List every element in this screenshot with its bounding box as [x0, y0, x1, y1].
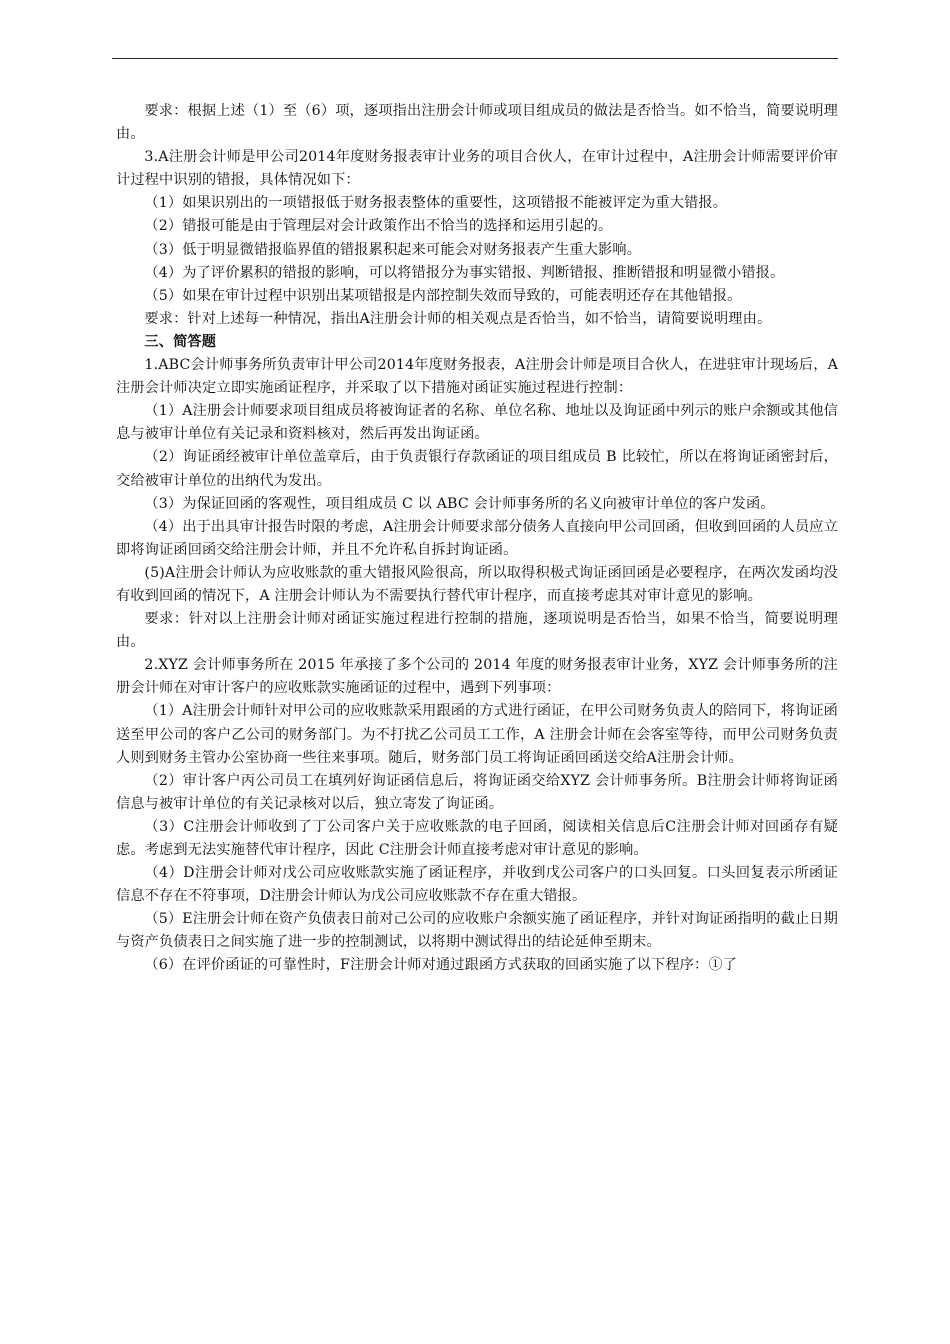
question-3-item-3: （3）低于明显微错报临界值的错报累积起来可能会对财务报表产生重大影响。 — [144, 241, 642, 258]
short-answer-1-item-3: （3）为保证回函的客观性，项目组成员 C 以 ABC 会计师事务所的名义向被审计单位的客户发函。 — [144, 495, 775, 512]
question-3-item-2: （2）错报可能是由于管理层对会计政策作出不恰当的选择和运用引起的。 — [144, 218, 613, 235]
short-answer-2-item-6: （6）在评价函证的可靠性时，F注册会计师对通过跟函方式获取的回函实施了以下程序：①了 — [144, 957, 738, 974]
question-3-item-4: （4）为了评价累积的错报的影响，可以将错报分为事实错报、判断错报、推断错报和明显微小错报。 — [144, 264, 785, 281]
requirement-paragraph: 要求：根据上述（1）至（6）项，逐项指出注册会计师或项目组成员的做法是否恰当。如不恰当，简要说明理由。 — [116, 103, 838, 143]
short-answer-1-intro: 1.ABC会计师事务所负责审计甲公司2014年度财务报表，A注册会计师是项目合伙人，在进驻审计现场后，A注册会计师决定立即实施函证程序，并采取了以下措施对函证实施过程进行控制： — [116, 357, 838, 397]
short-answer-1-item-4: （4）出于出具审计报告时限的考虑，A注册会计师要求部分债务人直接向甲公司回函，但收到回函的人员应立即将询证函回函交给注册会计师，并且不允许私自拆封询证函。 — [116, 518, 838, 558]
question-3-item-5: （5）如果在审计过程中识别出某项错报是内部控制失效而导致的，可能表明还存在其他错报。 — [144, 287, 742, 304]
section-heading: 三、简答题 — [144, 333, 217, 350]
short-answer-1-item-2: （2）询证函经被审计单位盖章后，由于负责银行存款函证的项目组成员 B 比较忙，所以在将询证函密封后，交给被审计单位的出纳代为发出。 — [116, 449, 838, 489]
short-answer-1-requirement: 要求：针对以上注册会计师对函证实施过程进行控制的措施，逐项说明是否恰当，如果不恰当，简要说明理由。 — [116, 611, 838, 651]
short-answer-2-item-2: （2）审计客户丙公司员工在填列好询证函信息后，将询证函交给XYZ 会计师事务所。B注册会计师将询证函信息与被审计单位的有关记录核对以后，独立寄发了询证函。 — [116, 772, 838, 812]
header-rule — [112, 58, 838, 59]
question-3-intro: 3.A注册会计师是甲公司2014年度财务报表审计业务的项目合伙人，在审计过程中，A注册会计师需要评价审计过程中识别的错报，具体情况如下： — [116, 149, 838, 189]
question-3-requirement: 要求：针对上述每一种情况，指出A注册会计师的相关观点是否恰当，如不恰当，请简要说明理由。 — [144, 310, 772, 327]
short-answer-2-item-3: （3）C注册会计师收到了丁公司客户关于应收账款的电子回函，阅读相关信息后C注册会计师对回函存有疑虑。考虑到无法实施替代审计程序，因此 C注册会计师直接考虑对审计意见的影响。 — [116, 818, 838, 858]
short-answer-1-item-1: （1）A注册会计师要求项目组成员将被询证者的名称、单位名称、地址以及询证函中列示的账户余额或其他信息与被审计单位有关记录和资料核对，然后再发出询证函。 — [116, 403, 838, 443]
short-answer-2-intro: 2.XYZ 会计师事务所在 2015 年承接了多个公司的 2014 年度的财务报表审计业务，XYZ 会计师事务所的注册会计师在对审计客户的应收账款实施函证的过程中，遇到下列事项： — [116, 657, 838, 697]
document-body — [116, 100, 838, 978]
question-3-item-1: （1）如果识别出的一项错报低于财务报表整体的重要性，这项错报不能被评定为重大错报。 — [144, 195, 728, 212]
short-answer-2-item-1: （1）A注册会计师针对甲公司的应收账款采用跟函的方式进行函证，在甲公司财务负责人的陪同下，将询证函送至甲公司的客户乙公司的财务部门。为不打扰乙公司员工工作，A 注册会计师在会客室等待，而甲公司财务负责人则到财务主管办公室协商一些往来事项。随后，财务部门员工将询证函回函送交给A注册会计师。 — [116, 703, 838, 766]
short-answer-2-item-5: （5）E注册会计师在资产负债表日前对己公司的应收账户余额实施了函证程序，并针对询证函指明的截止日期与资产负债表日之间实施了进一步的控制测试，以将期中测试得出的结论延伸至期末。 — [116, 911, 838, 951]
short-answer-2-item-4: （4）D注册会计师对戊公司应收账款实施了函证程序，并收到戊公司客户的口头回复。口头回复表示所函证信息不存在不符事项，D注册会计师认为戊公司应收账款不存在重大错报。 — [116, 865, 838, 905]
short-answer-1-item-5: (5)A注册会计师认为应收账款的重大错报风险很高，所以取得积极式询证函回函是必要程序，在两次发函均没有收到回函的情况下，A 注册会计师认为不需要执行替代审计程序，而直接考虑其对审计意见的影响。 — [116, 564, 838, 604]
